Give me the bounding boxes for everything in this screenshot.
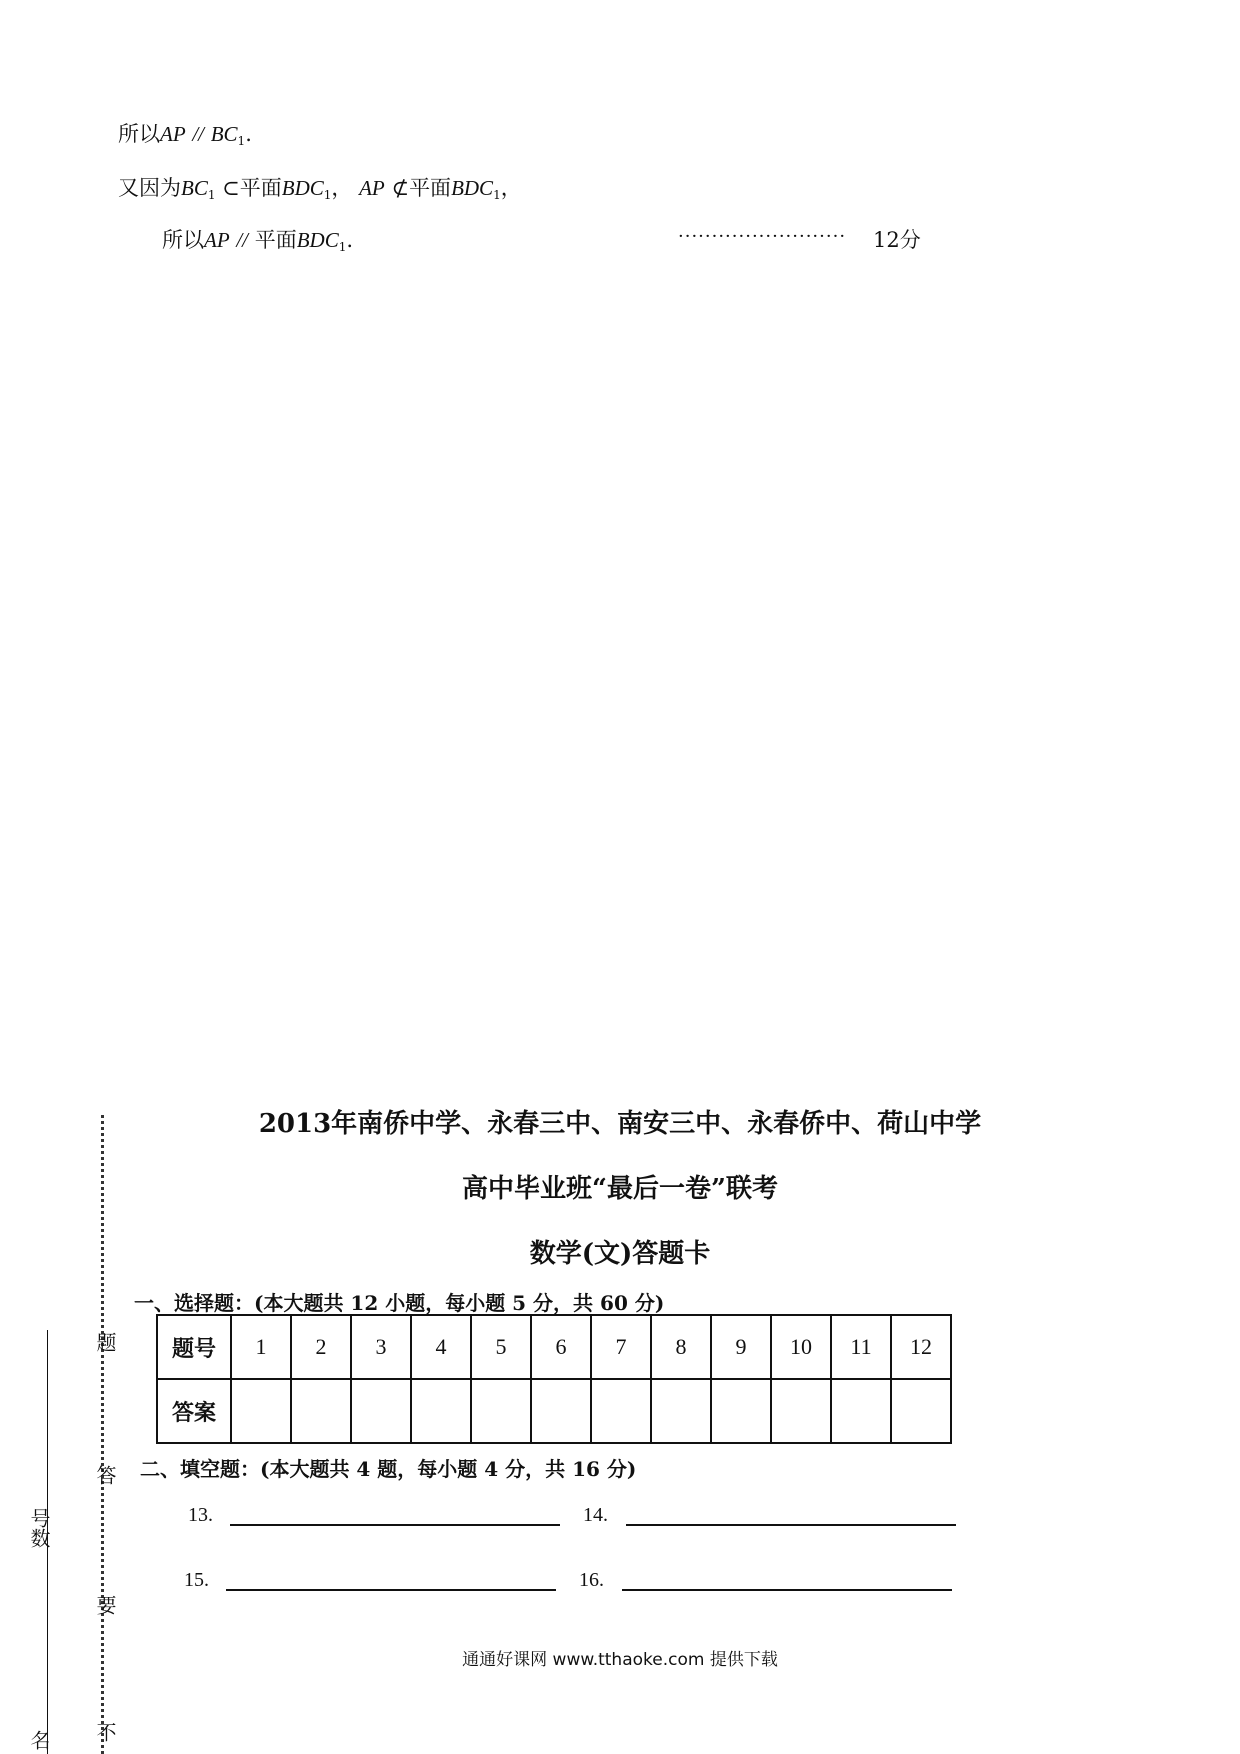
footer-credit: 通通好课网 www.tthaoke.com 提供下载: [462, 1650, 778, 1670]
card-title-schools: 2013年南侨中学、永春三中、南安三中、永春侨中、荷山中学: [258, 1109, 982, 1139]
answer-cell-1[interactable]: [231, 1379, 291, 1443]
fill-label-16: 16.: [579, 1569, 604, 1591]
fill-label-15: 15.: [184, 1569, 209, 1591]
text-prefix: 又因为: [118, 176, 181, 200]
parallel-symbol: //: [236, 228, 249, 252]
text-plane: 平面: [239, 176, 282, 200]
text-plane: 平面: [254, 228, 297, 252]
answer-cell-8[interactable]: [651, 1379, 711, 1443]
math-bc: BC: [181, 176, 208, 200]
question-number-7: 7: [591, 1315, 651, 1379]
question-number-2: 2: [291, 1315, 351, 1379]
punctuation: .: [346, 228, 354, 252]
answer-cell-4[interactable]: [411, 1379, 471, 1443]
punctuation: ，: [331, 176, 353, 200]
proof-line-3: [162, 230, 353, 253]
fill-blank-15[interactable]: [226, 1589, 556, 1591]
table-row-answers: [157, 1379, 951, 1443]
question-number-9: 9: [711, 1315, 771, 1379]
question-number-1: 1: [231, 1315, 291, 1379]
answer-cell-10[interactable]: [771, 1379, 831, 1443]
margin-char-yao: 要: [93, 1595, 117, 1615]
question-number-12: 12: [891, 1315, 951, 1379]
proof-line-1: [118, 124, 252, 147]
question-number-8: 8: [651, 1315, 711, 1379]
text-prefix: 所以: [162, 228, 204, 252]
not-subset-symbol: ⊄: [391, 176, 410, 200]
text-plane: 平面: [409, 176, 452, 200]
score-leader-dots: ·························: [678, 226, 847, 247]
answer-cell-2[interactable]: [291, 1379, 351, 1443]
math-ap: AP: [359, 176, 385, 200]
table-head-number: 题号: [157, 1315, 231, 1379]
parallel-symbol: //: [192, 122, 205, 146]
question-number-10: 10: [771, 1315, 831, 1379]
subscript: 1: [493, 188, 501, 202]
margin-label-name: 名: [27, 1730, 51, 1750]
subscript: 1: [323, 188, 332, 202]
subscript: 1: [237, 134, 246, 148]
table-row-numbers: [157, 1315, 951, 1379]
answer-cell-7[interactable]: [591, 1379, 651, 1443]
question-number-3: 3: [351, 1315, 411, 1379]
text-prefix: 所以: [118, 122, 160, 146]
fill-blank-16[interactable]: [622, 1589, 952, 1591]
fill-label-14: 14.: [583, 1504, 608, 1526]
answer-cell-3[interactable]: [351, 1379, 411, 1443]
math-bdc: BDC: [451, 176, 494, 200]
choice-answer-table: [156, 1314, 952, 1444]
card-title-exam: 高中毕业班“最后一卷”联考: [462, 1174, 778, 1204]
answer-cell-11[interactable]: [831, 1379, 891, 1443]
score-label: 12分: [873, 228, 921, 252]
section-fill-heading: 二、填空题：(本大题共 4 题，每小题 4 分，共 16 分): [140, 1457, 637, 1481]
math-bdc: BDC: [281, 176, 324, 200]
section-choice-heading: 一、选择题：(本大题共 12 小题，每小题 5 分，共 60 分): [134, 1291, 665, 1315]
subscript: 1: [338, 240, 347, 254]
margin-char-da: 答: [93, 1465, 117, 1485]
proof-line-2: [118, 178, 522, 201]
question-number-4: 4: [411, 1315, 471, 1379]
answer-cell-9[interactable]: [711, 1379, 771, 1443]
math-bc: BC: [210, 122, 238, 146]
fill-label-13: 13.: [188, 1504, 213, 1526]
math-ap: AP: [204, 228, 230, 252]
margin-char-ti: 题: [93, 1332, 117, 1352]
answer-cell-6[interactable]: [531, 1379, 591, 1443]
card-title-subject: 数学(文)答题卡: [529, 1239, 711, 1269]
punctuation: ，: [500, 176, 522, 200]
math-bdc: BDC: [296, 228, 339, 252]
punctuation: .: [245, 122, 252, 146]
table-head-answer: 答案: [157, 1379, 231, 1443]
margin-label-number: 号数: [27, 1508, 51, 1548]
question-number-5: 5: [471, 1315, 531, 1379]
math-ap: AP: [160, 122, 186, 146]
question-number-6: 6: [531, 1315, 591, 1379]
fill-blank-14[interactable]: [626, 1524, 956, 1526]
question-number-11: 11: [831, 1315, 891, 1379]
answer-cell-5[interactable]: [471, 1379, 531, 1443]
fill-blank-13[interactable]: [230, 1524, 560, 1526]
margin-char-bu: 不: [93, 1722, 117, 1742]
answer-cell-12[interactable]: [891, 1379, 951, 1443]
subset-symbol: ⊂: [222, 176, 240, 200]
subscript: 1: [207, 188, 216, 202]
